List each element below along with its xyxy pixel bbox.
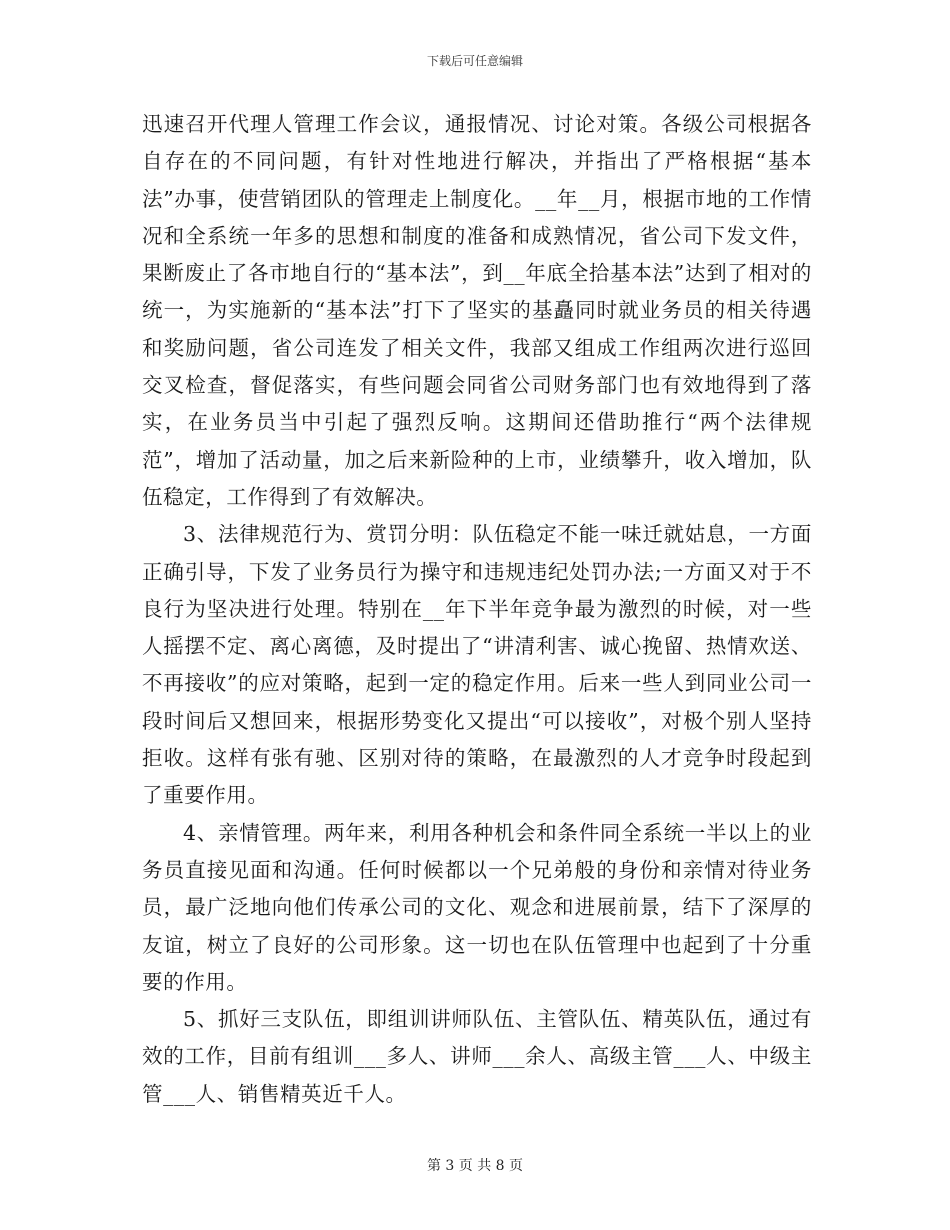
paragraph-continuation: 迅速召开代理人管理工作会议，通报情况、讨论对策。各级公司根据各自存在的不同问题，有针对性地进行解决，并指出了严格根据“基本法”办事，使营销团队的管理走上制度化。__年__月，根据市地的工作情况和全系统一年多的思想和制度的准备和成熟情况，省公司下发文件，果断废止了各市地自行的“基本法”，到__年底全拾基本法”达到了相对的统一，为实施新的“基本法”打下了坚实的基矗同时就业务员的相关待遇和奖励问题，省公司连发了相关文件，我部又组成工作组两次进行巡回交叉检查，督促落实，有些问题会同省公司财务部门也有效地得到了落实，在业务员当中引起了强烈反响。这期间还借助推行“两个法律规范”，增加了活动量，加之后来新险种的上市，业绩攀升，收入增加，队伍稳定，工作得到了有效解决。	[142, 112, 812, 509]
paragraph-item-3: 3、法律规范行为、赏罚分明：队伍稳定不能一味迁就姑息，一方面正确引导，下发了业务员行为操守和违规违纪处罚办法;一方面又对于不良行为坚决进行处理。特别在__年下半年竞争最为激烈的时候，对一些人摇摆不定、离心离德，及时提出了“讲清利害、诚心挽留、热情欢送、不再接收”的应对策略，起到一定的稳定作用。后来一些人到同业公司一段时间后又想回来，根据形势变化又提出“可以接收”，对极个别人坚持拒收。这样有张有驰、区别对待的策略，在最激烈的人才竞争时段起到了重要作用。	[142, 522, 812, 808]
page-number: 第 3 页 共 8 页	[426, 1158, 524, 1174]
paragraph-item-4: 4、亲情管理。两年来，利用各种机会和条件同全系统一半以上的业务员直接见面和沟通。任何时候都以一个兄弟般的身份和亲情对待业务员，最广泛地向他们传承公司的文化、观念和进展前景，结下了深厚的友谊，树立了良好的公司形象。这一切也在队伍管理中也起到了十分重要的作用。	[142, 820, 812, 994]
page-header: 下载后可任意编辑	[426, 54, 523, 68]
document-body	[142, 106, 812, 1113]
paragraph-item-5: 5、抓好三支队伍，即组训讲师队伍、主管队伍、精英队伍，通过有效的工作，目前有组训___多人、讲师___余人、高级主管___人、中级主管___人、销售精英近千人。	[142, 1007, 812, 1106]
